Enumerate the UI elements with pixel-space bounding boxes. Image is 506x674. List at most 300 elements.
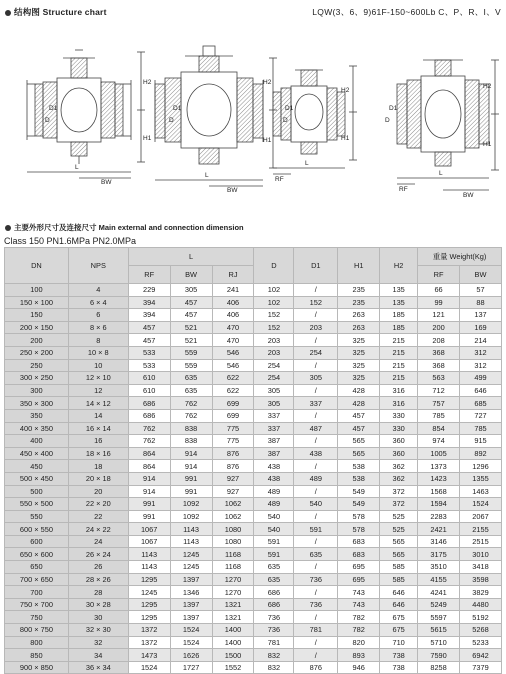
cell-l-rj: 1321	[212, 611, 254, 624]
cell-l-rj: 775	[212, 422, 254, 435]
cell-l-rj: 1080	[212, 523, 254, 536]
fig1-d-label: D	[45, 117, 50, 124]
header-d1: D1	[294, 248, 338, 284]
cell-weight-rf: 785	[418, 409, 460, 422]
drawing-fig1	[27, 50, 145, 178]
fig4-d-label: D	[385, 117, 390, 124]
cell-dn: 550	[5, 510, 69, 523]
cell-d1: /	[294, 460, 338, 473]
cell-weight-bw: 892	[460, 447, 502, 460]
cell-h1: 743	[338, 586, 380, 599]
fig4-h2-label: H2	[483, 83, 492, 90]
header-l-bw: BW	[170, 266, 212, 284]
header-weight-rf: RF	[418, 266, 460, 284]
table-row	[5, 384, 502, 397]
cell-l-rf: 762	[128, 435, 170, 448]
cell-d1: 736	[294, 573, 338, 586]
table-row	[5, 284, 502, 297]
cell-weight-rf: 563	[418, 372, 460, 385]
cell-d: 591	[254, 548, 294, 561]
cell-weight-rf: 99	[418, 296, 460, 309]
table-row	[5, 523, 502, 536]
header-dn: DN	[5, 248, 69, 284]
cell-weight-rf: 1594	[418, 498, 460, 511]
cell-nps: 10	[68, 359, 128, 372]
cell-l-bw: 991	[170, 485, 212, 498]
fig4-rf-label: RF	[399, 186, 408, 193]
cell-l-rf: 1067	[128, 523, 170, 536]
cell-l-bw: 521	[170, 321, 212, 334]
cell-l-bw: 1626	[170, 649, 212, 662]
cell-h2: 215	[380, 372, 418, 385]
cell-h2: 372	[380, 485, 418, 498]
cell-d: 736	[254, 611, 294, 624]
fig3-rf-label: RF	[275, 176, 284, 183]
fig1-d1-label: D1	[49, 105, 58, 112]
cell-dn: 700	[5, 586, 69, 599]
cell-h1: 325	[338, 359, 380, 372]
fig1-h2-label: H2	[143, 79, 152, 86]
cell-weight-bw: 3598	[460, 573, 502, 586]
cell-l-rf: 686	[128, 397, 170, 410]
cell-h2: 215	[380, 359, 418, 372]
cell-d: 540	[254, 523, 294, 536]
cell-d: 305	[254, 397, 294, 410]
header-d: D	[254, 248, 294, 284]
cell-nps: 28 × 26	[68, 573, 128, 586]
cell-l-rj: 927	[212, 472, 254, 485]
cell-h1: 743	[338, 598, 380, 611]
fig4-bw-label: BW	[463, 192, 474, 199]
cell-d1: 876	[294, 661, 338, 674]
cell-d1: 736	[294, 598, 338, 611]
cell-dn: 400	[5, 435, 69, 448]
cell-l-rj: 406	[212, 296, 254, 309]
cell-weight-rf: 1005	[418, 447, 460, 460]
cell-weight-bw: 1463	[460, 485, 502, 498]
cell-nps: 14	[68, 409, 128, 422]
cell-l-rf: 394	[128, 296, 170, 309]
table-body	[5, 284, 502, 674]
cell-weight-bw: 2515	[460, 535, 502, 548]
cell-dn: 750 × 700	[5, 598, 69, 611]
cell-h1: 428	[338, 397, 380, 410]
cell-dn: 900 × 850	[5, 661, 69, 674]
cell-h2: 565	[380, 548, 418, 561]
bullet-icon	[5, 10, 11, 16]
cell-d: 387	[254, 447, 294, 460]
cell-dn: 850	[5, 649, 69, 662]
cell-l-bw: 1143	[170, 535, 212, 548]
cell-weight-rf: 2421	[418, 523, 460, 536]
cell-weight-bw: 1355	[460, 472, 502, 485]
cell-d: 254	[254, 372, 294, 385]
cell-weight-bw: 2067	[460, 510, 502, 523]
cell-weight-bw: 499	[460, 372, 502, 385]
cell-dn: 200 × 150	[5, 321, 69, 334]
cell-l-bw: 762	[170, 397, 212, 410]
cell-l-bw: 838	[170, 435, 212, 448]
drawing-fig4	[397, 60, 499, 190]
cell-h2: 646	[380, 598, 418, 611]
cell-l-rj: 1062	[212, 498, 254, 511]
cell-weight-bw: 5268	[460, 624, 502, 637]
table-row	[5, 397, 502, 410]
cell-nps: 34	[68, 649, 128, 662]
cell-nps: 12	[68, 384, 128, 397]
cell-dn: 800 × 750	[5, 624, 69, 637]
cell-l-bw: 1143	[170, 523, 212, 536]
cell-l-rf: 762	[128, 422, 170, 435]
cell-weight-rf: 3510	[418, 561, 460, 574]
cell-dn: 250 × 200	[5, 346, 69, 359]
cell-h2: 362	[380, 460, 418, 473]
cell-h2: 316	[380, 384, 418, 397]
cell-h1: 695	[338, 561, 380, 574]
table-row	[5, 535, 502, 548]
cell-weight-bw: 6942	[460, 649, 502, 662]
fig2-l-label: L	[205, 172, 209, 179]
structure-drawings	[5, 22, 501, 210]
table-row	[5, 321, 502, 334]
cell-nps: 32	[68, 636, 128, 649]
cell-l-rj: 876	[212, 447, 254, 460]
cell-d1: 591	[294, 523, 338, 536]
cell-d: 152	[254, 321, 294, 334]
cell-dn: 650	[5, 561, 69, 574]
cell-nps: 6	[68, 309, 128, 322]
cell-d1: /	[294, 284, 338, 297]
cell-l-rf: 1372	[128, 624, 170, 637]
cell-d1: /	[294, 611, 338, 624]
cell-h2: 646	[380, 586, 418, 599]
cell-dn: 700 × 650	[5, 573, 69, 586]
cell-d: 152	[254, 309, 294, 322]
cell-weight-rf: 3175	[418, 548, 460, 561]
cell-d1: /	[294, 485, 338, 498]
cell-dn: 650 × 600	[5, 548, 69, 561]
cell-d1: 254	[294, 346, 338, 359]
cell-h1: 325	[338, 372, 380, 385]
cell-d: 203	[254, 346, 294, 359]
cell-l-bw: 635	[170, 372, 212, 385]
cell-l-bw: 1346	[170, 586, 212, 599]
cell-d1: 438	[294, 447, 338, 460]
cell-weight-bw: 1524	[460, 498, 502, 511]
cell-nps: 20	[68, 485, 128, 498]
cell-weight-rf: 2283	[418, 510, 460, 523]
cell-weight-bw: 312	[460, 359, 502, 372]
cell-h2: 710	[380, 636, 418, 649]
table-row	[5, 485, 502, 498]
cell-h1: 683	[338, 548, 380, 561]
cell-l-rf: 457	[128, 321, 170, 334]
cell-d1: /	[294, 309, 338, 322]
cell-dn: 350 × 300	[5, 397, 69, 410]
cell-l-bw: 1397	[170, 598, 212, 611]
cell-nps: 26	[68, 561, 128, 574]
cell-h1: 428	[338, 384, 380, 397]
cell-weight-rf: 4241	[418, 586, 460, 599]
cell-l-bw: 1245	[170, 561, 212, 574]
header-l-rf: RF	[128, 266, 170, 284]
cell-d: 832	[254, 649, 294, 662]
cell-dn: 600 × 550	[5, 523, 69, 536]
cell-l-rj: 1321	[212, 598, 254, 611]
cell-l-rf: 1372	[128, 636, 170, 649]
cell-h1: 457	[338, 409, 380, 422]
cell-weight-bw: 5233	[460, 636, 502, 649]
cell-d: 736	[254, 624, 294, 637]
header-h1: H1	[338, 248, 380, 284]
cell-dn: 750	[5, 611, 69, 624]
cell-dn: 250	[5, 359, 69, 372]
cell-h2: 585	[380, 573, 418, 586]
cell-h2: 215	[380, 334, 418, 347]
cell-weight-rf: 5249	[418, 598, 460, 611]
cell-l-bw: 1727	[170, 661, 212, 674]
cell-nps: 16 × 14	[68, 422, 128, 435]
cell-h2: 135	[380, 284, 418, 297]
header-l-rj: RJ	[212, 266, 254, 284]
cell-l-rj: 1270	[212, 573, 254, 586]
cell-l-rj: 470	[212, 321, 254, 334]
cell-h1: 565	[338, 447, 380, 460]
cell-h1: 578	[338, 510, 380, 523]
cell-h1: 325	[338, 334, 380, 347]
cell-l-rf: 1295	[128, 611, 170, 624]
cell-weight-rf: 7590	[418, 649, 460, 662]
cell-nps: 36 × 34	[68, 661, 128, 674]
cell-d: 337	[254, 409, 294, 422]
cell-weight-bw: 88	[460, 296, 502, 309]
cell-d: 832	[254, 661, 294, 674]
cell-dn: 300 × 250	[5, 372, 69, 385]
cell-h2: 185	[380, 321, 418, 334]
cell-d: 305	[254, 384, 294, 397]
cell-d: 686	[254, 586, 294, 599]
cell-h2: 215	[380, 346, 418, 359]
fig4-d1-label: D1	[389, 105, 398, 112]
cell-dn: 500	[5, 485, 69, 498]
cell-nps: 24	[68, 535, 128, 548]
cell-l-rf: 914	[128, 472, 170, 485]
cell-d: 337	[254, 422, 294, 435]
fig3-l-label: L	[305, 160, 309, 167]
cell-h1: 457	[338, 422, 380, 435]
cell-d1: 487	[294, 422, 338, 435]
cell-weight-bw: 915	[460, 435, 502, 448]
cell-d: 686	[254, 598, 294, 611]
cell-h1: 782	[338, 624, 380, 637]
model-code: LQW(3、6、9)61F-150~600Lb C、P、R、I、V	[312, 7, 501, 17]
cell-l-rf: 1245	[128, 586, 170, 599]
cell-h1: 325	[338, 346, 380, 359]
table-row	[5, 460, 502, 473]
cell-l-bw: 305	[170, 284, 212, 297]
cell-weight-rf: 4155	[418, 573, 460, 586]
table-row	[5, 598, 502, 611]
table-row	[5, 498, 502, 511]
cell-h1: 235	[338, 296, 380, 309]
cell-d1: /	[294, 561, 338, 574]
cell-h2: 362	[380, 472, 418, 485]
cell-d1: /	[294, 649, 338, 662]
cell-l-rj: 1168	[212, 548, 254, 561]
table-row	[5, 346, 502, 359]
cell-l-bw: 838	[170, 422, 212, 435]
cell-nps: 20 × 18	[68, 472, 128, 485]
structure-chart-title: 结构图 Structure chart	[5, 6, 107, 18]
cell-l-bw: 457	[170, 296, 212, 309]
cell-d1: 152	[294, 296, 338, 309]
cell-d1: 337	[294, 397, 338, 410]
table-row	[5, 661, 502, 674]
cell-weight-rf: 1423	[418, 472, 460, 485]
cell-l-bw: 1397	[170, 573, 212, 586]
cell-dn: 500 × 450	[5, 472, 69, 485]
cell-l-bw: 991	[170, 472, 212, 485]
fig2-bw-label: BW	[227, 187, 238, 194]
table-row	[5, 624, 502, 637]
cell-dn: 400 × 350	[5, 422, 69, 435]
fig1-bw-label: BW	[101, 179, 112, 186]
cell-h2: 372	[380, 498, 418, 511]
cell-l-rf: 1473	[128, 649, 170, 662]
cell-weight-rf: 757	[418, 397, 460, 410]
cell-l-bw: 914	[170, 447, 212, 460]
cell-dn: 600	[5, 535, 69, 548]
header-l: L	[128, 248, 254, 266]
cell-l-rj: 1552	[212, 661, 254, 674]
cell-l-rj: 622	[212, 372, 254, 385]
cell-d1: /	[294, 510, 338, 523]
cell-h1: 782	[338, 611, 380, 624]
cell-weight-rf: 854	[418, 422, 460, 435]
cell-h1: 946	[338, 661, 380, 674]
cell-l-rj: 470	[212, 334, 254, 347]
cell-d: 489	[254, 498, 294, 511]
drawing-fig2	[155, 46, 277, 186]
cell-d: 489	[254, 485, 294, 498]
cell-l-rf: 991	[128, 498, 170, 511]
cell-l-bw: 1397	[170, 611, 212, 624]
cell-weight-rf: 5710	[418, 636, 460, 649]
cell-d: 591	[254, 535, 294, 548]
cell-l-rf: 229	[128, 284, 170, 297]
cell-weight-rf: 3146	[418, 535, 460, 548]
cell-l-rf: 1524	[128, 661, 170, 674]
cell-h2: 330	[380, 409, 418, 422]
cell-d: 438	[254, 472, 294, 485]
cell-weight-bw: 1296	[460, 460, 502, 473]
cell-l-bw: 1245	[170, 548, 212, 561]
cell-weight-rf: 368	[418, 346, 460, 359]
table-row	[5, 548, 502, 561]
cell-h2: 360	[380, 435, 418, 448]
cell-h1: 695	[338, 573, 380, 586]
cell-weight-bw: 5192	[460, 611, 502, 624]
table-row	[5, 573, 502, 586]
cell-h1: 549	[338, 485, 380, 498]
cell-d1: /	[294, 435, 338, 448]
cell-d: 102	[254, 296, 294, 309]
cell-h2: 525	[380, 510, 418, 523]
cell-nps: 32 × 30	[68, 624, 128, 637]
cell-d1: /	[294, 636, 338, 649]
cell-weight-bw: 3829	[460, 586, 502, 599]
cell-d: 781	[254, 636, 294, 649]
cell-l-bw: 559	[170, 359, 212, 372]
cell-weight-bw: 214	[460, 334, 502, 347]
cell-weight-rf: 121	[418, 309, 460, 322]
cell-l-rf: 533	[128, 359, 170, 372]
fig3-h1-label: H1	[341, 135, 350, 142]
cell-weight-bw: 312	[460, 346, 502, 359]
cell-l-rj: 1400	[212, 624, 254, 637]
cell-d1: 305	[294, 372, 338, 385]
cell-l-rf: 1067	[128, 535, 170, 548]
cell-nps: 22 × 20	[68, 498, 128, 511]
cell-weight-rf: 5615	[418, 624, 460, 637]
cell-l-rj: 1168	[212, 561, 254, 574]
cell-l-bw: 914	[170, 460, 212, 473]
cell-d1: 203	[294, 321, 338, 334]
cell-weight-bw: 3418	[460, 561, 502, 574]
cell-d: 438	[254, 460, 294, 473]
cell-d1: /	[294, 586, 338, 599]
cell-l-rj: 699	[212, 409, 254, 422]
cell-dn: 550 × 500	[5, 498, 69, 511]
class-title: Class 150 PN1.6MPa PN2.0MPa	[4, 236, 137, 246]
cell-l-bw: 762	[170, 409, 212, 422]
cell-l-rj: 622	[212, 384, 254, 397]
cell-weight-rf: 200	[418, 321, 460, 334]
cell-h2: 738	[380, 649, 418, 662]
fig2-d1-label: D1	[173, 105, 182, 112]
cell-h2: 330	[380, 422, 418, 435]
cell-l-rj: 1400	[212, 636, 254, 649]
cell-l-rj: 699	[212, 397, 254, 410]
cell-h2: 185	[380, 309, 418, 322]
bullet-icon	[5, 225, 11, 231]
fig1-l-label: L	[75, 164, 79, 171]
cell-nps: 22	[68, 510, 128, 523]
cell-h2: 585	[380, 561, 418, 574]
cell-l-rj: 927	[212, 485, 254, 498]
cell-l-rj: 1270	[212, 586, 254, 599]
table-row	[5, 296, 502, 309]
dimension-table	[4, 247, 502, 674]
cell-nps: 8	[68, 334, 128, 347]
cell-h2: 675	[380, 624, 418, 637]
cell-dn: 800	[5, 636, 69, 649]
fig2-d-label: D	[169, 117, 174, 124]
cell-h2: 525	[380, 523, 418, 536]
cell-dn: 300	[5, 384, 69, 397]
cell-h1: 263	[338, 309, 380, 322]
table-row	[5, 409, 502, 422]
table-row	[5, 649, 502, 662]
cell-h1: 263	[338, 321, 380, 334]
table-row	[5, 510, 502, 523]
cell-nps: 14 × 12	[68, 397, 128, 410]
cell-h1: 538	[338, 460, 380, 473]
cell-l-bw: 1092	[170, 510, 212, 523]
cell-dn: 350	[5, 409, 69, 422]
cell-weight-rf: 8258	[418, 661, 460, 674]
cell-weight-bw: 7379	[460, 661, 502, 674]
